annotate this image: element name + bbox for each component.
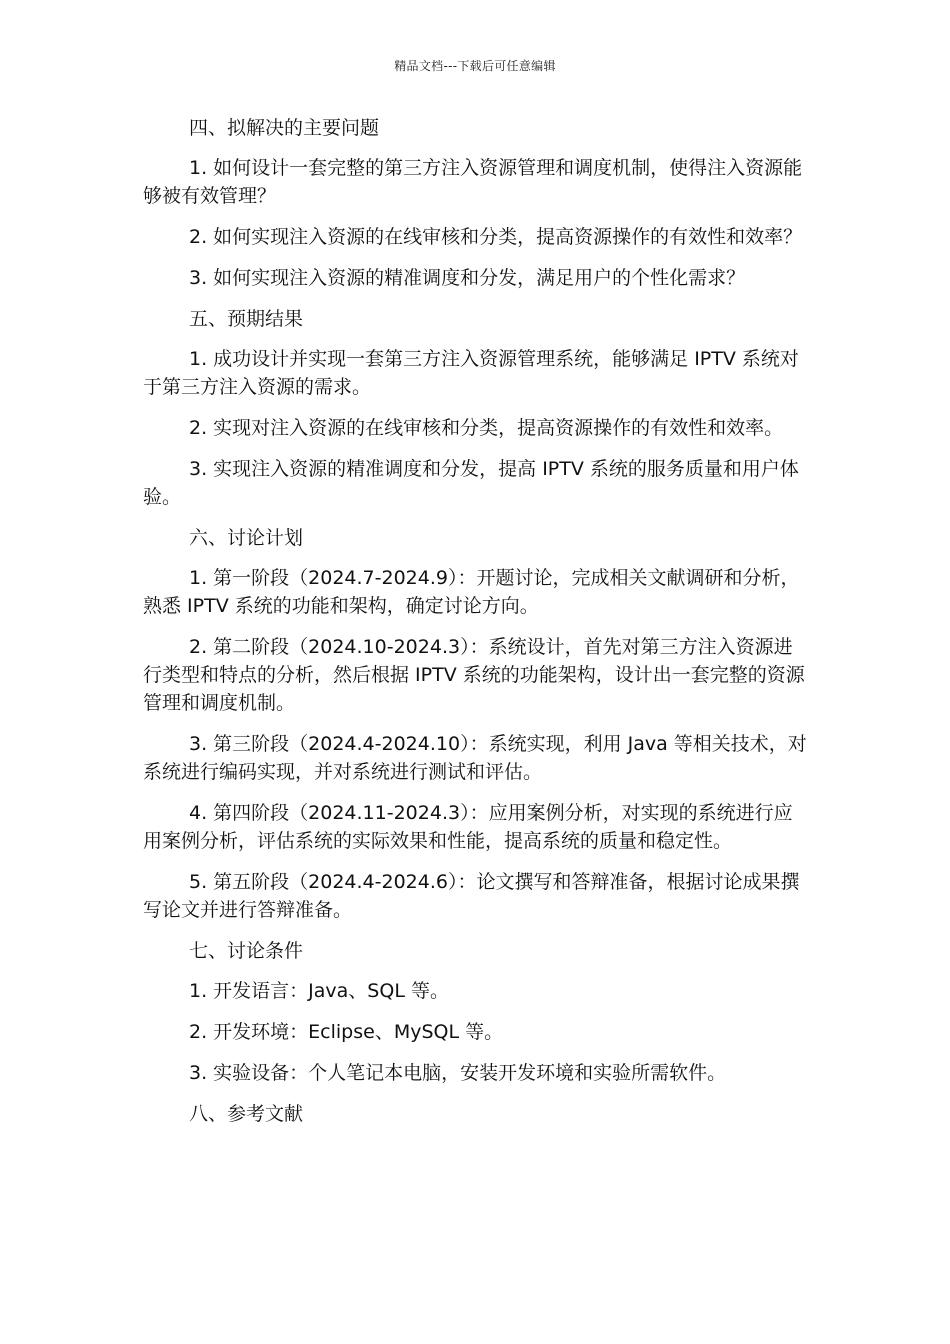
list-item: 4. 第四阶段（2024.11-2024.3）：应用案例分析，对实现的系统进行应用案例分析，评估系统的实际效果和性能，提高系统的质量和稳定性。 [143,802,793,852]
section-heading: 七、讨论条件 [189,940,304,962]
list-item: 1. 第一阶段（2024.7-2024.9）：开题讨论，完成相关文献调研和分析，熟悉 IPTV 系统的功能和架构，确定讨论方向。 [143,567,800,617]
list-item: 1. 开发语言：Java、SQL 等。 [189,980,449,1002]
document-body [143,114,809,1140]
list-item: 3. 实现注入资源的精准调度和分发，提高 IPTV 系统的服务质量和用户体验。 [143,458,799,508]
list-item: 3. 实验设备：个人笔记本电脑，安装开发环境和实验所需软件。 [189,1062,727,1084]
section-heading: 五、预期结果 [189,308,304,330]
list-item: 1. 成功设计并实现一套第三方注入资源管理系统，能够满足 IPTV 系统对于第三方注入资源的需求。 [143,348,799,398]
section-heading: 六、讨论计划 [189,527,304,549]
page-header: 精品文档---下载后可任意编辑 [394,59,556,73]
list-item: 3. 如何实现注入资源的精准调度和分发，满足用户的个性化需求？ [189,267,746,289]
list-item: 2. 开发环境：Eclipse、MySQL 等。 [189,1021,504,1043]
list-item: 2. 如何实现注入资源的在线审核和分类，提高资源操作的有效性和效率？ [189,226,803,248]
list-item: 2. 第二阶段（2024.10-2024.3）：系统设计，首先对第三方注入资源进行类型和特点的分析，然后根据 IPTV 系统的功能架构，设计出一套完整的资源管理和调度机制。 [143,636,805,714]
list-item: 5. 第五阶段（2024.4-2024.6）：论文撰写和答辩准备，根据讨论成果撰写论文并进行答辩准备。 [143,871,800,921]
section-heading: 四、拟解决的主要问题 [189,117,380,139]
list-item: 1. 如何设计一套完整的第三方注入资源管理和调度机制，使得注入资源能够被有效管理？ [143,157,803,207]
list-item: 2. 实现对注入资源的在线审核和分类，提高资源操作的有效性和效率。 [189,417,784,439]
section-heading: 八、参考文献 [189,1103,304,1125]
list-item: 3. 第三阶段（2024.4-2024.10）：系统实现，利用 Java 等相关技术，对系统进行编码实现，并对系统进行测试和评估。 [143,733,807,783]
